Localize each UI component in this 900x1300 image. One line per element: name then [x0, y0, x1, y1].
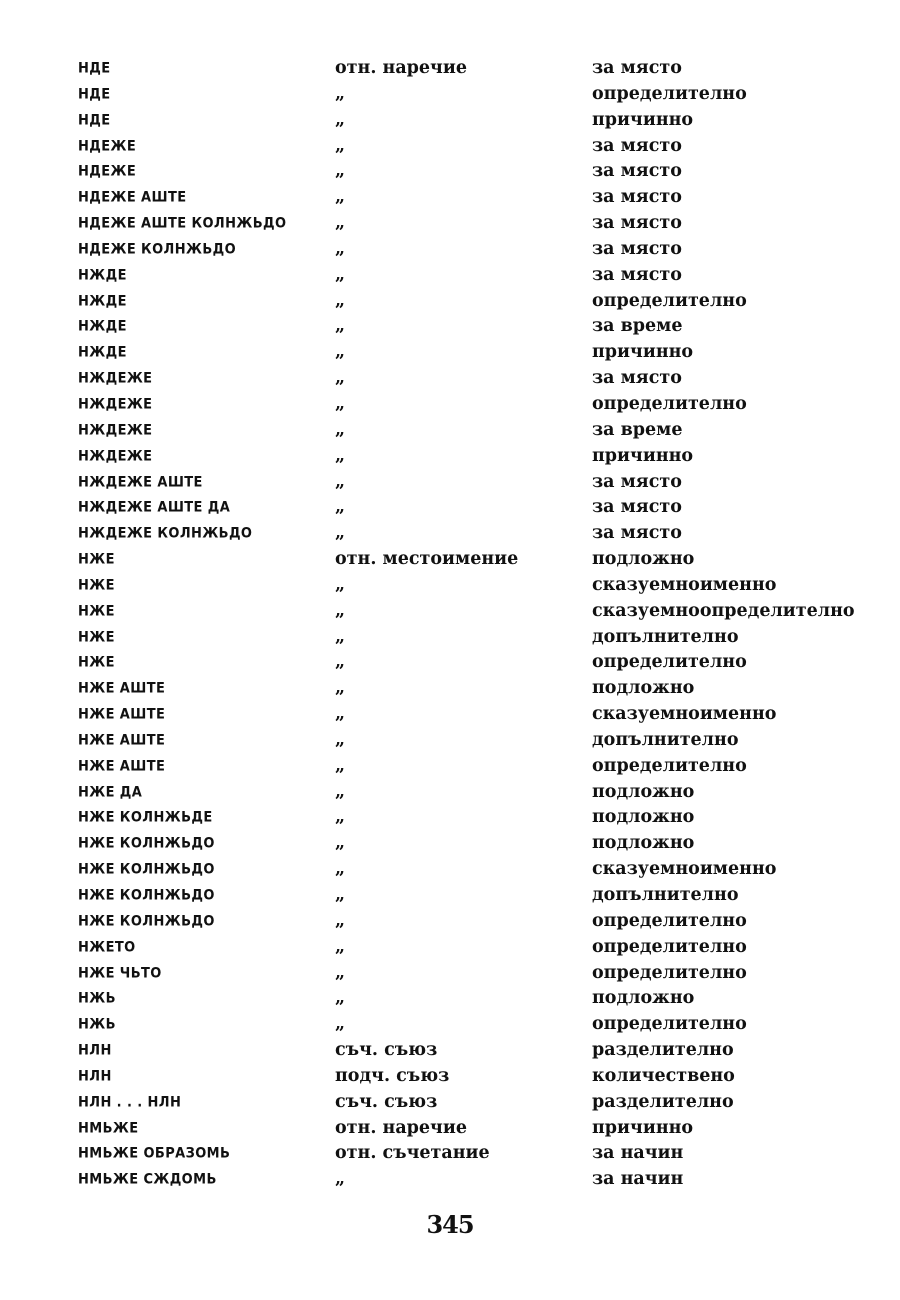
table-row — [78, 702, 868, 728]
function-cell: допълнително — [592, 626, 739, 647]
function-cell: определително — [592, 936, 747, 957]
word-cell: НЖЕ — [78, 628, 115, 646]
function-cell: за място — [592, 213, 682, 234]
function-cell: подложно — [592, 549, 695, 570]
table-row — [78, 159, 868, 185]
table-row — [78, 108, 868, 134]
word-cell: НДЕЖЕ КОЛНЖЬДО — [78, 241, 237, 258]
function-cell: подложно — [592, 781, 695, 802]
function-cell: разделително — [592, 1091, 734, 1112]
table-row — [78, 1090, 868, 1116]
function-cell: за начин — [592, 1169, 684, 1190]
table-row — [78, 470, 868, 496]
table-row — [78, 314, 868, 340]
function-cell: за време — [592, 316, 683, 337]
function-cell: подложно — [592, 833, 695, 854]
word-cell: НЖЬ — [78, 1016, 116, 1033]
word-cell: НДЕЖЕ АШТЕ — [78, 189, 187, 206]
word-cell: НЖЕ АШТЕ — [78, 706, 166, 723]
table-row — [78, 831, 868, 857]
word-cell: НДЕЖЕ АШТЕ КОЛНЖЬДО — [78, 215, 287, 232]
table-row — [78, 1141, 868, 1167]
function-cell: определително — [592, 962, 747, 983]
table-row — [78, 1038, 868, 1064]
function-cell: за място — [592, 161, 682, 182]
word-cell: НЖДЕЖЕ АШТЕ ДА — [78, 499, 231, 517]
word-cell: НЖЕ АШТЕ — [78, 732, 166, 749]
function-cell: сказуемноопределително — [592, 600, 855, 621]
word-cell: НДЕЖЕ — [78, 137, 137, 155]
table-row — [78, 935, 868, 961]
word-cell: НЖЕ КОЛНЖЬДО — [78, 861, 215, 878]
table-row — [78, 211, 868, 237]
function-cell: подложно — [592, 988, 695, 1009]
word-type-cell: „ — [335, 600, 346, 621]
word-type-cell: „ — [335, 704, 346, 725]
word-type-cell: отн. местоимение — [335, 549, 519, 570]
function-cell: причинно — [592, 342, 694, 363]
word-type-cell: „ — [335, 678, 346, 699]
function-cell: подложно — [592, 678, 695, 699]
word-type-cell: „ — [335, 988, 346, 1009]
table-row — [78, 961, 868, 987]
word-type-cell: отн. наречие — [335, 1117, 467, 1138]
function-cell: сказуемноименно — [592, 704, 777, 725]
word-cell: НЖЕ КОЛНЖЬДЕ — [78, 809, 213, 827]
dictionary-table — [78, 56, 868, 1193]
word-cell: НЖЕ — [78, 602, 115, 620]
word-cell: НЖДЕЖЕ — [78, 422, 153, 439]
table-row — [78, 418, 868, 444]
word-type-cell: „ — [335, 264, 346, 285]
table-row — [78, 444, 868, 470]
function-cell: определително — [592, 290, 747, 311]
table-row — [78, 754, 868, 780]
word-cell: НЖДЕЖЕ — [78, 447, 153, 465]
word-cell: НЖЕ КОЛНЖЬДО — [78, 835, 215, 853]
table-row — [78, 909, 868, 935]
word-cell: НЖЕ ДА — [78, 783, 143, 801]
function-cell: за място — [592, 187, 682, 208]
word-cell: НМЬЖЕ ОБРАЗОМЬ — [78, 1145, 231, 1163]
word-type-cell: „ — [335, 471, 346, 492]
function-cell: сказуемноименно — [592, 574, 777, 595]
word-cell: НЛН — [78, 1068, 112, 1085]
word-type-cell: „ — [335, 109, 346, 130]
function-cell: определително — [592, 83, 747, 104]
table-row — [78, 599, 868, 625]
function-cell: количествено — [592, 1065, 735, 1086]
function-cell: допълнително — [592, 885, 739, 905]
word-type-cell: отн. наречие — [335, 58, 467, 78]
function-cell: за място — [592, 368, 682, 389]
word-cell: НЖЕ АШТЕ — [78, 680, 166, 697]
word-cell: НДЕ — [78, 111, 111, 129]
word-cell: НЖЕТО — [78, 938, 136, 956]
word-type-cell: „ — [335, 807, 346, 828]
function-cell: за място — [592, 238, 682, 259]
table-row — [78, 289, 868, 315]
word-cell: НЖЕ КОЛНЖЬДО — [78, 913, 215, 930]
word-cell: НЛН — [78, 1042, 112, 1059]
word-cell: НЖЕ — [78, 577, 115, 594]
table-row — [78, 650, 868, 676]
word-cell: НЖДЕЖЕ АШТЕ — [78, 473, 203, 491]
word-cell: НЖДЕЖЕ КОЛНЖЬДО — [78, 525, 253, 542]
word-type-cell: „ — [335, 342, 346, 363]
word-type-cell: „ — [335, 936, 346, 957]
word-cell: НЖЕ — [78, 654, 115, 672]
table-row — [78, 1167, 868, 1193]
word-cell: НМЬЖЕ СЖДОМЬ — [78, 1171, 217, 1188]
word-cell: НЖЕ КОЛНЖЬДО — [78, 887, 215, 904]
word-cell: НЖДЕ — [78, 292, 127, 310]
word-type-cell: „ — [335, 316, 346, 337]
word-cell: НЖДЕ — [78, 344, 127, 361]
function-cell: определително — [592, 755, 747, 776]
table-row — [78, 547, 868, 573]
function-cell: за начин — [592, 1143, 684, 1164]
table-row — [78, 883, 868, 909]
function-cell: причинно — [592, 1117, 694, 1138]
word-type-cell: „ — [335, 833, 346, 854]
function-cell: определително — [592, 1014, 747, 1035]
function-cell: за място — [592, 58, 682, 78]
function-cell: за място — [592, 471, 682, 492]
word-type-cell: „ — [335, 445, 346, 466]
word-type-cell: съч. съюз — [335, 1040, 438, 1061]
word-type-cell: „ — [335, 187, 346, 208]
word-type-cell: „ — [335, 238, 346, 259]
word-type-cell: „ — [335, 781, 346, 802]
function-cell: за място — [592, 497, 682, 518]
word-type-cell: подч. съюз — [335, 1065, 450, 1086]
word-type-cell: „ — [335, 729, 346, 750]
table-row — [78, 56, 868, 82]
word-cell: НЛН . . . НЛН — [78, 1093, 182, 1111]
word-cell: НЖЕ ЧЬТО — [78, 964, 162, 982]
word-type-cell: „ — [335, 368, 346, 389]
word-type-cell: „ — [335, 213, 346, 234]
function-cell: за време — [592, 419, 683, 440]
word-type-cell: „ — [335, 1014, 346, 1035]
table-row — [78, 1116, 868, 1142]
word-type-cell: „ — [335, 161, 346, 182]
function-cell: за място — [592, 523, 682, 544]
word-cell: НЖЕ АШТЕ — [78, 757, 166, 775]
word-type-cell: „ — [335, 497, 346, 518]
function-cell: причинно — [592, 109, 694, 130]
function-cell: допълнително — [592, 729, 739, 750]
function-cell: за място — [592, 264, 682, 285]
table-row — [78, 237, 868, 263]
word-type-cell: „ — [335, 419, 346, 440]
table-row — [78, 728, 868, 754]
table-row — [78, 366, 868, 392]
word-type-cell: „ — [335, 910, 346, 931]
word-cell: НЖДЕ — [78, 266, 127, 284]
table-row — [78, 986, 868, 1012]
word-cell: НЖДЕЖЕ — [78, 370, 153, 387]
word-type-cell: „ — [335, 83, 346, 104]
function-cell: определително — [592, 652, 747, 673]
function-cell: за място — [592, 135, 682, 156]
table-row — [78, 1012, 868, 1038]
table-row — [78, 1064, 868, 1090]
function-cell: определително — [592, 393, 747, 414]
word-cell: НЖЬ — [78, 990, 116, 1008]
function-cell: подложно — [592, 807, 695, 828]
table-row — [78, 573, 868, 599]
word-cell: НЖДЕЖЕ — [78, 396, 153, 413]
table-row — [78, 625, 868, 651]
word-type-cell: „ — [335, 393, 346, 414]
word-cell: НЖЕ — [78, 551, 115, 568]
table-row — [78, 392, 868, 418]
table-row — [78, 676, 868, 702]
table-row — [78, 82, 868, 108]
table-row — [78, 805, 868, 831]
word-type-cell: „ — [335, 885, 346, 905]
word-type-cell: „ — [335, 1169, 346, 1190]
word-cell: НДЕ — [78, 86, 111, 103]
function-cell: разделително — [592, 1040, 734, 1061]
word-type-cell: отн. съчетание — [335, 1143, 490, 1164]
word-type-cell: „ — [335, 574, 346, 595]
word-cell: НМЬЖЕ — [78, 1119, 139, 1137]
word-type-cell: „ — [335, 523, 346, 544]
table-row — [78, 780, 868, 806]
table-row — [78, 263, 868, 289]
word-type-cell: „ — [335, 626, 346, 647]
word-cell: НЖДЕ — [78, 318, 127, 336]
word-cell: НДЕ — [78, 60, 111, 77]
table-row — [78, 185, 868, 211]
word-type-cell: „ — [335, 755, 346, 776]
table-row — [78, 134, 868, 160]
page-number: 345 — [426, 1210, 474, 1239]
word-type-cell: съч. съюз — [335, 1091, 438, 1112]
function-cell: определително — [592, 910, 747, 931]
word-cell: НДЕЖЕ — [78, 163, 137, 181]
word-type-cell: „ — [335, 962, 346, 983]
table-row — [78, 340, 868, 366]
table-row — [78, 857, 868, 883]
function-cell: причинно — [592, 445, 694, 466]
table-row — [78, 521, 868, 547]
word-type-cell: „ — [335, 290, 346, 311]
word-type-cell: „ — [335, 135, 346, 156]
word-type-cell: „ — [335, 859, 346, 880]
word-type-cell: „ — [335, 652, 346, 673]
function-cell: сказуемноименно — [592, 859, 777, 880]
table-row — [78, 495, 868, 521]
